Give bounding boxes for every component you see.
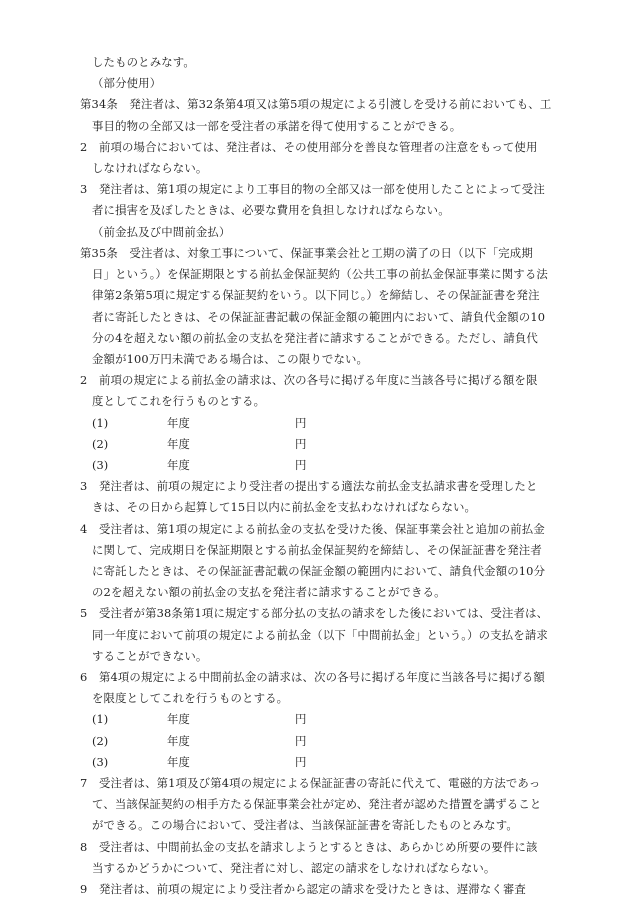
text-line: 度としてこれを行うものとする。 (92, 394, 266, 409)
text-line: 者に寄託したときは、その保証証書記載の保証金額の範囲内において、請負代金額の10 (92, 309, 546, 324)
text-line: ができる。この場合において、受注者は、当該保証証書を寄託したものとみなす。 (92, 818, 518, 833)
article-35-heading: 第35条 受注者は、対象工事について、保証事業会社と工期の満了の日（以下「完成期 (80, 245, 533, 260)
year-label: 年度 (167, 415, 190, 430)
text-line: きは、その日から起算して15日以内に前払金を支払わなければならない。 (92, 500, 477, 515)
paragraph-start: 9 発注者は、前項の規定により受注者から認定の請求を受けたときは、遅滞なく審査 (80, 882, 526, 896)
item-number: (2) (92, 733, 109, 748)
paragraph-start: 7 受注者は、第1項及び第4項の規定による保証証書の寄託に代えて、電磁的方法であっ (80, 776, 541, 790)
year-label: 年度 (167, 754, 190, 769)
section-title: （前金払及び中間前金払） (92, 224, 231, 239)
year-label: 年度 (167, 457, 190, 472)
paragraph-start: 3 発注者は、前項の規定により受注者の提出する適法な前払金支払請求書を受理したと (80, 479, 538, 494)
year-label: 年度 (167, 733, 190, 748)
text-line: 分の4を超えない額の前払金の支払を発注者に請求することができる。ただし、請負代 (92, 330, 538, 345)
text-line: 当するかどうかについて、発注者に対し、認定の請求をしなければならない。 (92, 860, 496, 875)
text-line: に関して、完成期日を保証期限とする前払金保証契約を締結し、その保証証書を発注者 (92, 542, 542, 557)
text-line: 日」という。）を保証期限とする前払金保証契約（公共工事の前払金保証事業に関する法 (92, 267, 548, 282)
text-line: しなければならない。 (92, 161, 208, 175)
text-line: したものとみなす。 (92, 55, 195, 69)
paragraph-start: 2 前項の場合においては、発注者は、その使用部分を善良な管理者の注意をもって使用 (80, 139, 538, 154)
item-number: (2) (92, 436, 109, 451)
text-line: を限度としてこれを行うものとする。 (92, 691, 289, 706)
text-line: て、当該保証契約の相手方たる保証事業会社が定め、発注者が認めた措置を講ずること (92, 797, 542, 812)
item-number: (1) (92, 712, 109, 727)
year-label: 年度 (167, 712, 190, 727)
yen-label: 円 (295, 436, 307, 451)
text-line: 同一年度において前項の規定による前払金（以下「中間前払金」という。）の支払を請求 (92, 627, 548, 642)
item-number: (1) (92, 415, 109, 430)
text-line: の2を超えない額の前払金の支払を発注者に請求することができる。 (92, 585, 446, 600)
paragraph-start: 6 第4項の規定による中間前払金の請求は、次の各号に掲げる年度に当該各号に掲げる額 (80, 669, 545, 684)
item-number: (3) (92, 754, 109, 769)
yen-label: 円 (295, 733, 307, 748)
paragraph-start: 5 受注者が第38条第1項に規定する部分払の支払の請求をした後においては、受注者は、 (80, 606, 549, 621)
yen-label: 円 (295, 712, 307, 727)
paragraph-start: 8 受注者は、中間前払金の支払を請求しようとするときは、あらかじめ所要の要件に該 (80, 839, 538, 854)
article-34-heading: 第34条 発注者は、第32条第4項又は第5項の規定による引渡しを受ける前においても、工 (80, 97, 552, 112)
text-line: 事目的物の全部又は一部を受注者の承諾を得て使用することができる。 (92, 118, 462, 133)
section-title: （部分使用） (92, 76, 162, 91)
yen-label: 円 (295, 457, 307, 472)
paragraph-start: 4 受注者は、第1項の規定による前払金の支払を受けた後、保証事業会社と追加の前払金 (80, 521, 545, 536)
yen-label: 円 (295, 754, 307, 769)
paragraph-start: 3 発注者は、第1項の規定により工事目的物の全部又は一部を使用したことによって受注 (80, 182, 545, 197)
text-line: 律第2条第5項に規定する保証契約をいう。以下同じ。）を締結し、その保証証書を発注 (92, 288, 540, 303)
text-line: 金額が100万円未満である場合は、この限りでない。 (92, 351, 369, 366)
text-line: 者に損害を及ぼしたときは、必要な費用を負担しなければならない。 (92, 203, 450, 218)
text-line: に寄託したときは、その保証証書記載の保証金額の範囲内において、請負代金額の10分 (92, 563, 546, 578)
paragraph-start: 2 前項の規定による前払金の請求は、次の各号に掲げる年度に当該各号に掲げる額を限 (80, 373, 538, 388)
text-line: することができない。 (92, 648, 208, 663)
item-number: (3) (92, 457, 109, 472)
year-label: 年度 (167, 436, 190, 451)
yen-label: 円 (295, 415, 307, 430)
